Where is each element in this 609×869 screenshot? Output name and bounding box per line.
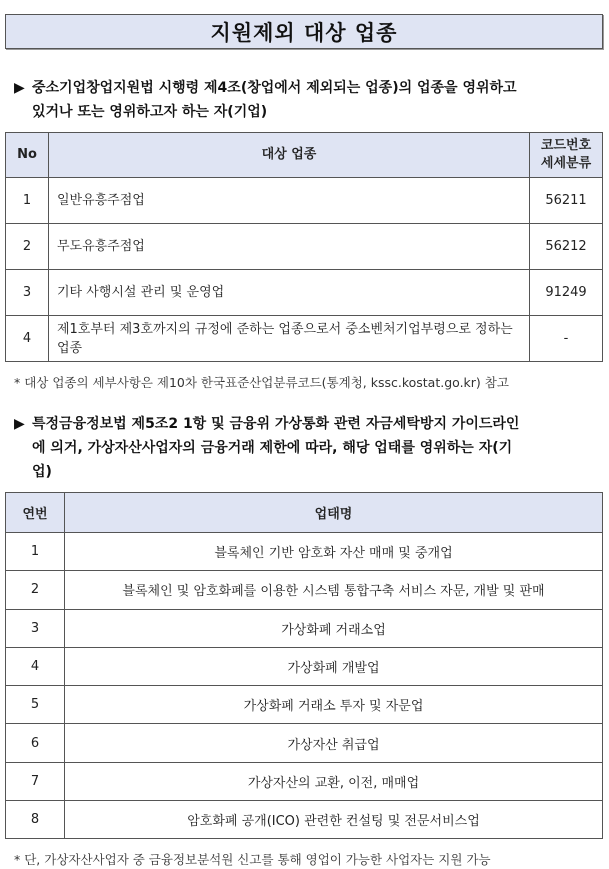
table-row bbox=[6, 316, 603, 362]
cell-business: 암호화폐 공개(ICO) 관련한 컨설팅 및 전문서비스업 bbox=[65, 801, 603, 839]
table-header-row bbox=[6, 133, 603, 178]
page-title: 지원제외 대상 업종 bbox=[5, 14, 603, 49]
cell-no: 1 bbox=[6, 178, 49, 224]
cell-business: 가상화폐 거래소 투자 및 자문업 bbox=[65, 686, 603, 724]
cell-code: 56211 bbox=[530, 178, 603, 224]
cell-no: 4 bbox=[6, 316, 49, 362]
table-row bbox=[6, 801, 603, 839]
note1: * 대상 업종의 세부사항은 제10차 한국표준산업분류코드(통계청, kssc.kostat.go.kr) 참고 bbox=[14, 375, 509, 390]
table-row bbox=[6, 270, 603, 316]
table-row bbox=[6, 571, 603, 609]
section1-heading: ▶ 중소기업창업지원법 시행령 제4조(창업에서 제외되는 업종)의 업종을 영위하고 있거나 또는 영위하고자 하는 자(기업) bbox=[14, 76, 599, 124]
cell-no: 3 bbox=[6, 270, 49, 316]
cell-business: 블록체인 기반 암호화 자산 매매 및 중개업 bbox=[65, 533, 603, 571]
header-business: 업태명 bbox=[65, 493, 603, 533]
table-row bbox=[6, 762, 603, 800]
header-no: No bbox=[6, 133, 49, 178]
table-row bbox=[6, 178, 603, 224]
triangle-bullet-icon: ▶ bbox=[14, 416, 25, 432]
header-no: 연번 bbox=[6, 493, 65, 533]
note2: * 단, 가상자산사업자 중 금융정보분석원 신고를 통해 영업이 가능한 사업자는 지원 가능 bbox=[14, 852, 491, 867]
cell-industry: 제1호부터 제3호까지의 규정에 준하는 업종으로서 중소벤처기업부령으로 정하는 업종 bbox=[48, 316, 529, 362]
triangle-bullet-icon: ▶ bbox=[14, 80, 25, 96]
table-row bbox=[6, 609, 603, 647]
header-industry: 대상 업종 bbox=[48, 133, 529, 178]
section2-heading: ▶ 특정금융정보법 제5조2 1항 및 금융위 가상통화 관련 자금세탁방지 가이드라인 에 의거, 가상자산사업자의 금융거래 제한에 따라, 해당 업태를 영위하는 자(기 업) bbox=[14, 412, 599, 484]
cell-no: 6 bbox=[6, 724, 65, 762]
table-row bbox=[6, 724, 603, 762]
cell-industry: 기타 사행시설 관리 및 운영업 bbox=[48, 270, 529, 316]
cell-no: 8 bbox=[6, 801, 65, 839]
cell-business: 가상자산 취급업 bbox=[65, 724, 603, 762]
cell-code: 56212 bbox=[530, 224, 603, 270]
cell-industry: 무도유흥주점업 bbox=[48, 224, 529, 270]
cell-business: 가상화폐 거래소업 bbox=[65, 609, 603, 647]
header-code: 코드번호 세세분류 bbox=[530, 133, 603, 178]
cell-business: 가상화폐 개발업 bbox=[65, 647, 603, 685]
table-row bbox=[6, 686, 603, 724]
cell-no: 5 bbox=[6, 686, 65, 724]
cell-no: 4 bbox=[6, 647, 65, 685]
cell-business: 블록체인 및 암호화폐를 이용한 시스템 통합구축 서비스 자문, 개발 및 판매 bbox=[65, 571, 603, 609]
virtual-asset-business-table bbox=[5, 492, 603, 839]
cell-industry: 일반유흥주점업 bbox=[48, 178, 529, 224]
cell-no: 1 bbox=[6, 533, 65, 571]
excluded-industries-table bbox=[5, 132, 603, 362]
table-row bbox=[6, 224, 603, 270]
cell-no: 2 bbox=[6, 571, 65, 609]
cell-no: 3 bbox=[6, 609, 65, 647]
table-header-row bbox=[6, 493, 603, 533]
table-row bbox=[6, 647, 603, 685]
cell-no: 7 bbox=[6, 762, 65, 800]
cell-code: - bbox=[530, 316, 603, 362]
cell-business: 가상자산의 교환, 이전, 매매업 bbox=[65, 762, 603, 800]
cell-no: 2 bbox=[6, 224, 49, 270]
cell-code: 91249 bbox=[530, 270, 603, 316]
table-row bbox=[6, 533, 603, 571]
